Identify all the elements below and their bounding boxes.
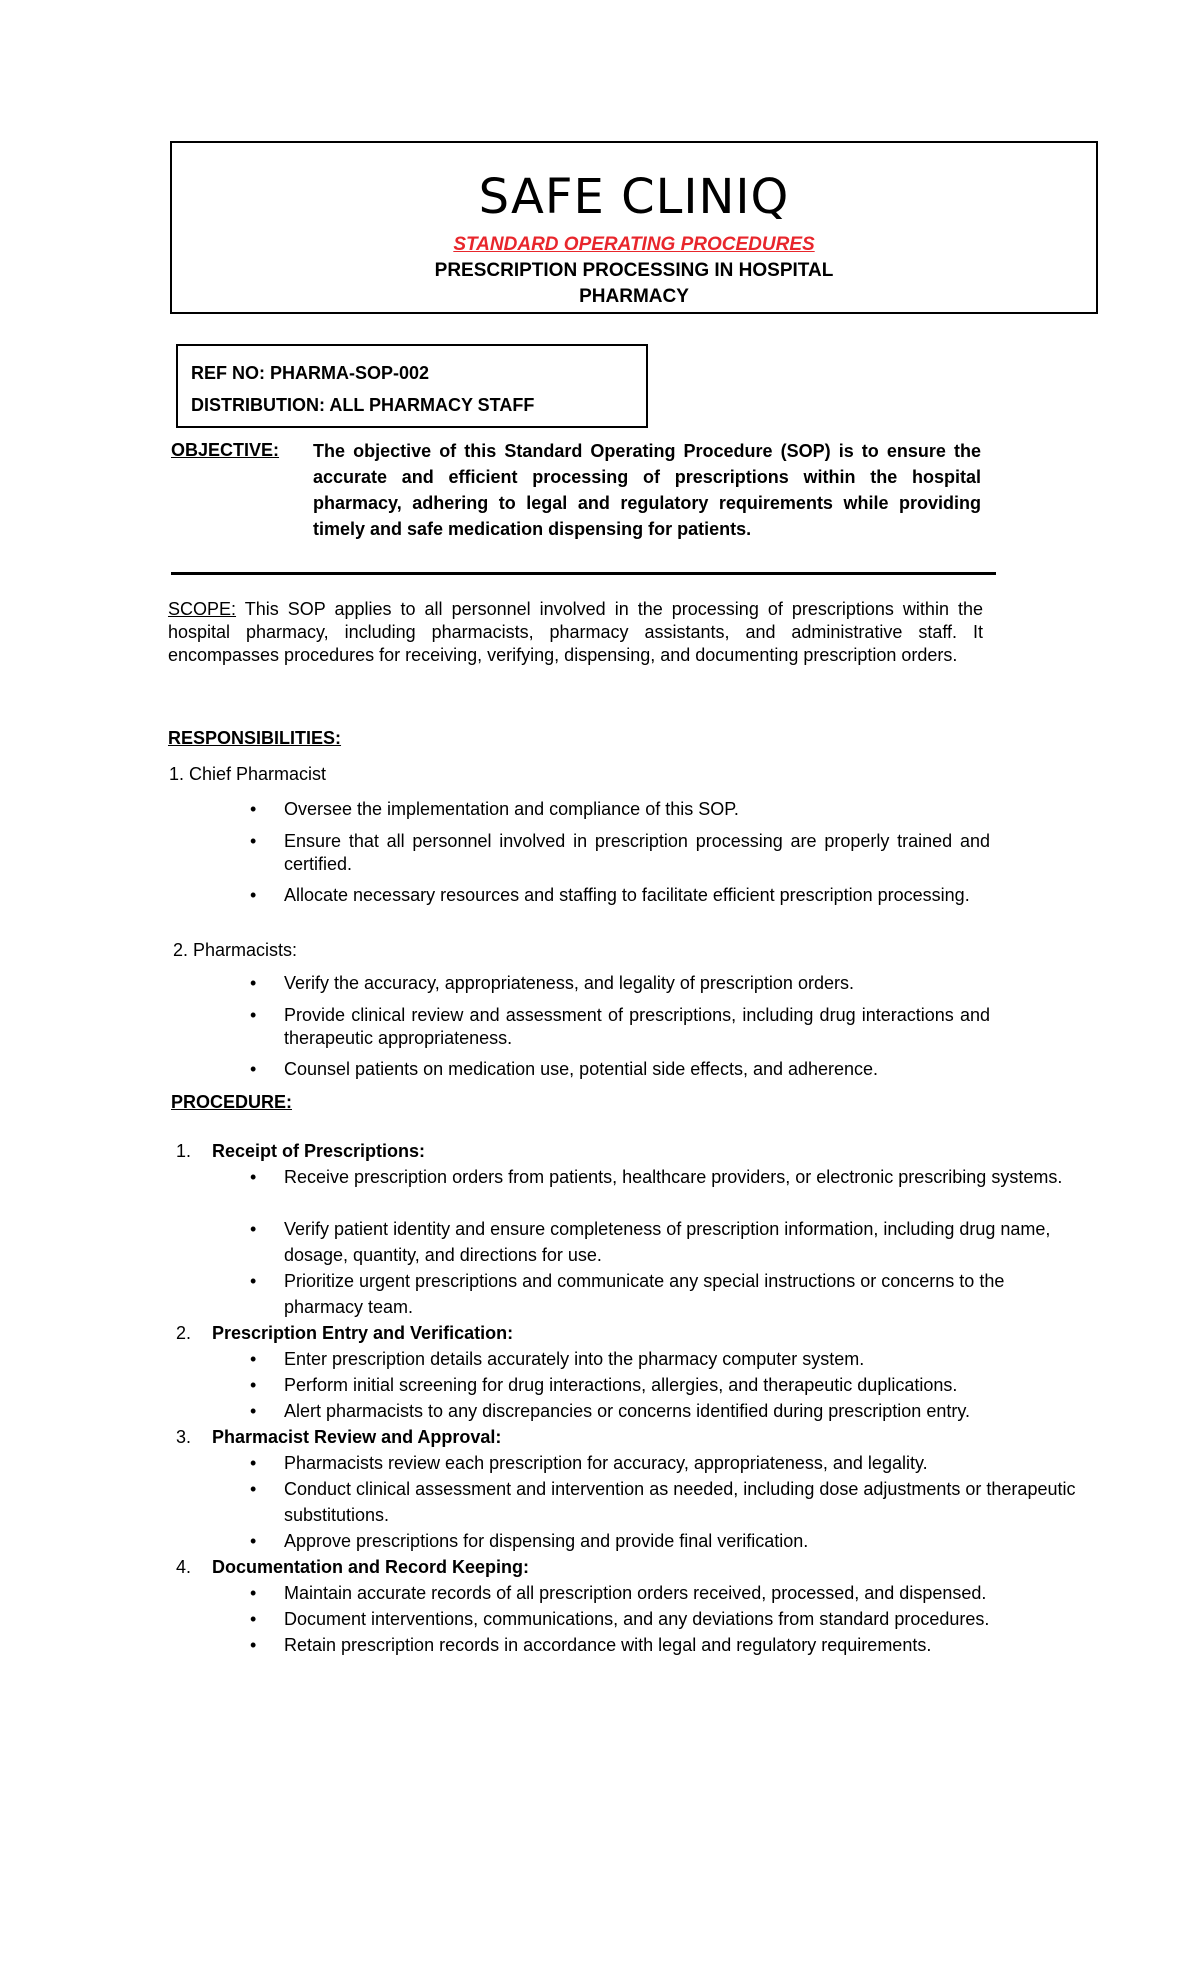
scope-section xyxy=(168,598,983,667)
list-item-text: Alert pharmacists to any discrepancies or concerns identified during prescription entry. xyxy=(284,1401,970,1421)
objective-label: OBJECTIVE: xyxy=(171,440,280,460)
document-type: STANDARD OPERATING PROCEDURES xyxy=(453,234,815,255)
section-divider xyxy=(171,572,996,575)
list-item-text: Enter prescription details accurately into the pharmacy computer system. xyxy=(284,1349,865,1369)
step-title: Prescription Entry and Verification: xyxy=(212,1323,514,1343)
bullet-icon: • xyxy=(250,831,257,851)
bullet-icon: • xyxy=(250,1271,257,1291)
reference-box xyxy=(176,344,648,428)
bullet-icon: • xyxy=(250,1583,257,1603)
bullet-icon: • xyxy=(250,1531,257,1551)
document-title-line-1: PRESCRIPTION PROCESSING IN HOSPITAL xyxy=(434,260,834,281)
role-title: 2. Pharmacists: xyxy=(173,940,298,960)
bullet-icon: • xyxy=(250,1005,257,1025)
step-title: Documentation and Record Keeping: xyxy=(212,1557,530,1577)
bullet-icon: • xyxy=(250,1059,257,1079)
scope-text: This SOP applies to all personnel involved in the processing of prescriptions within the hospital pharmacy, including pharmacists, pharmacy assistants, and administrative staff. It encompasses procedures for receiving, verifying, dispensing, and documenting prescription orders. xyxy=(168,599,983,665)
list-item-text: Approve prescriptions for dispensing and provide final verification. xyxy=(284,1531,809,1551)
bullet-icon: • xyxy=(250,1453,257,1473)
document-header xyxy=(170,141,1098,314)
step-number: 2. xyxy=(176,1323,192,1343)
list-item-text: Document interventions, communications, and any deviations from standard procedures. xyxy=(284,1609,990,1629)
list-item-text: Ensure that all personnel involved in prescription processing are properly trained and certified. xyxy=(284,831,990,874)
role-title: 1. Chief Pharmacist xyxy=(169,764,327,784)
list-item-text: Retain prescription records in accordance with legal and regulatory requirements. xyxy=(284,1635,932,1655)
step-number: 4. xyxy=(176,1557,192,1577)
list-item-text: Pharmacists review each prescription for accuracy, appropriateness, and legality. xyxy=(284,1453,928,1473)
list-item-text: Perform initial screening for drug interactions, allergies, and therapeutic duplications. xyxy=(284,1375,958,1395)
bullet-icon: • xyxy=(250,1349,257,1369)
bullet-icon: • xyxy=(250,973,257,993)
list-item-text: Verify the accuracy, appropriateness, and legality of prescription orders. xyxy=(284,973,854,993)
bullet-icon: • xyxy=(250,1479,257,1499)
organization-name: SAFE CLINIQ xyxy=(478,169,790,225)
distribution: DISTRIBUTION: ALL PHARMACY STAFF xyxy=(191,395,535,415)
objective-text: The objective of this Standard Operating Procedure (SOP) is to ensure the accurate and efficient processing of prescriptions within the hospital pharmacy, adhering to legal and regulatory requirements while providing timely and safe medication dispensing for patients. xyxy=(313,441,981,539)
responsibilities-heading: RESPONSIBILITIES: xyxy=(168,728,342,748)
list-item-text: Counsel patients on medication use, potential side effects, and adherence. xyxy=(284,1059,879,1079)
list-item-text: Prioritize urgent prescriptions and communicate any special instructions or concerns to the pharmacy team. xyxy=(284,1271,1005,1317)
procedure-heading: PROCEDURE: xyxy=(171,1092,293,1112)
bullet-icon: • xyxy=(250,1401,257,1421)
list-item-text: Receive prescription orders from patients, healthcare providers, or electronic prescribing systems. xyxy=(284,1167,1063,1187)
scope-label: SCOPE: xyxy=(168,599,237,619)
bullet-icon: • xyxy=(250,1635,257,1655)
bullet-icon: • xyxy=(250,885,257,905)
document-title-line-2: PHARMACY xyxy=(579,286,689,307)
document-title xyxy=(172,258,1096,310)
step-title: Receipt of Prescriptions: xyxy=(212,1141,426,1161)
reference-number: REF NO: PHARMA-SOP-002 xyxy=(191,363,430,383)
bullet-icon: • xyxy=(250,1219,257,1239)
bullet-icon: • xyxy=(250,799,257,819)
step-title: Pharmacist Review and Approval: xyxy=(212,1427,502,1447)
step-number: 1. xyxy=(176,1141,192,1161)
bullet-icon: • xyxy=(250,1375,257,1395)
list-item-text: Maintain accurate records of all prescription orders received, processed, and dispensed. xyxy=(284,1583,987,1603)
step-number: 3. xyxy=(176,1427,192,1447)
list-item-text: Allocate necessary resources and staffing to facilitate efficient prescription processing. xyxy=(284,885,970,905)
list-item-text: Conduct clinical assessment and intervention as needed, including dose adjustments or therapeutic substitutions. xyxy=(284,1479,1076,1525)
list-item-text: Provide clinical review and assessment of prescriptions, including drug interactions and therapeutic appropriateness. xyxy=(284,1005,990,1048)
list-item-text: Verify patient identity and ensure completeness of prescription information, including drug name, dosage, quantity, and directions for use. xyxy=(284,1219,1051,1265)
bullet-icon: • xyxy=(250,1167,257,1187)
list-item-text: Oversee the implementation and compliance of this SOP. xyxy=(284,799,739,819)
bullet-icon: • xyxy=(250,1609,257,1629)
